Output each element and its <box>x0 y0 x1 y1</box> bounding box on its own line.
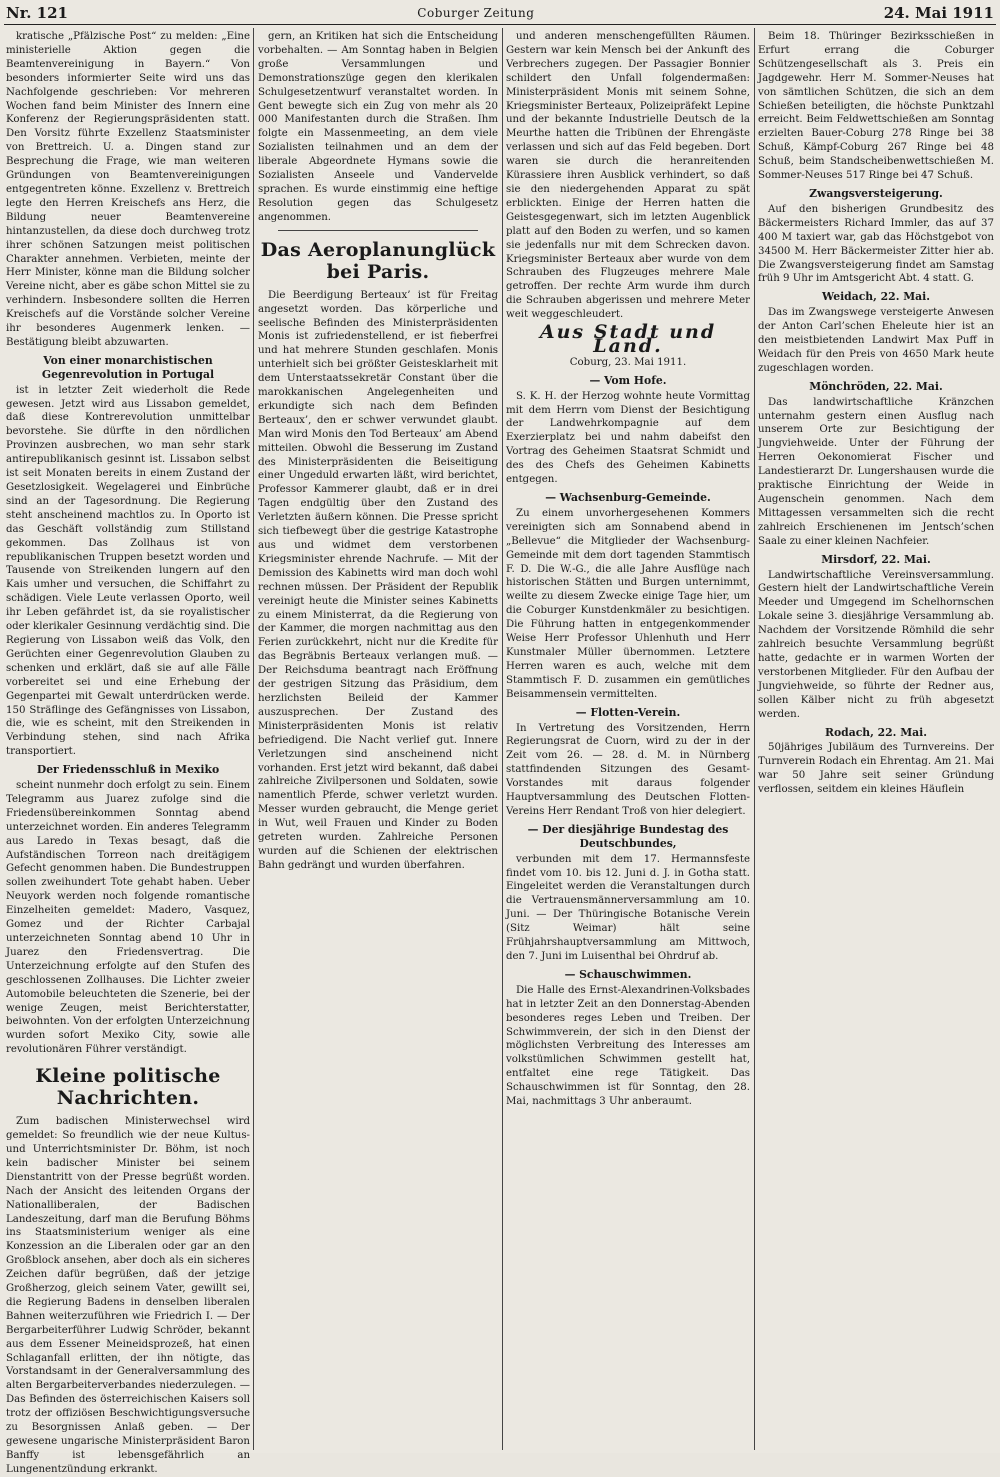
article-heading: Der Friedensschluß in Mexiko <box>36 763 220 777</box>
article-heading: — Flotten-Verein. <box>575 705 681 719</box>
column-divider <box>502 28 503 1450</box>
article-text: gern, an Kritiken hat sich die Entscheidung vorbehalten. — Am Sonntag haben in Belgien große Versammlungen und Demonstrationszüge gegen den klerikalen Schulgesetzentwurf veranstaltet worden. In Gent bewegte sich ein Zug von mehr als 20 000 Manifestanten durch die Straßen. Ihm folgte ein Massenmeeting, an dem viele Sozialisten teilnahmen und an dem der liberale Abgeordnete Hymans sowie die Sozialisten Anseele und Vandervelde sprachen. Es wurde einstimmig eine heftige Resolution gegen das Schulgesetz angenommen. <box>258 31 498 223</box>
section-headline: Das Aeroplanunglück bei Paris. <box>260 238 496 283</box>
column-divider <box>754 28 755 1450</box>
article-text: und anderen menschengefüllten Räumen. Gestern war kein Mensch bei der Ankunft des Verbrechers zugegen. Der Passagier Bonnier schildert den Unfall folgendermaßen: Ministerpräsident Monis mit seinem Sohne, Kriegsminister Berteaux, Polizeipräfekt Lepine und der bekannte Industrielle Deutsch de la Meurthe hatten die Tribünen der Ehrengäste verlassen und sich auf das Feld begeben. Dort waren sie durch die heranreitenden Kürassiere ihren Ausblick verhindert, so daß sie den niedergehenden Apparat zu spät erblickten. Einige der Herren hatten die Geistesgegenwart, sich im letzten Augenblick platt auf den Boden zu werfen, und so kamen sie jedenfalls nur mit dem Schrecken davon. Kriegsminister Berteaux aber wurde von dem Schrauben des Flugzeuges mehrere Male getroffen. Der rechte Arm wurde ihm durch die Schrauben abgerissen und mehrere Meter weit weggeschleudert. <box>506 31 750 321</box>
article-text: verbunden mit dem 17. Hermannsfeste findet vom 10. bis 12. Juni d. J. in Gotha statt. Eingeleitet werden die Veranstaltungen durch die Vertrauensmännerversammlung am 10. Juni. — Der Thüringische Botanische Verein (Sitz Weimar) hält seine Frühjahrshauptversammlung am Mittwoch, den 7. Juni im Luisenthal bei Ohrdruf ab. <box>506 853 750 962</box>
column-3 <box>506 30 750 1448</box>
article-heading: — Wachsenburg-Gemeinde. <box>545 491 711 504</box>
column-2 <box>258 30 498 1448</box>
column-1 <box>6 30 250 1475</box>
column-4 <box>758 30 994 1448</box>
article-heading: Von einer monarchistischen Gegenrevolution in Portugal <box>41 353 215 381</box>
dateline: Coburg, 23. Mai 1911. <box>569 356 687 368</box>
article-heading: Mirsdorf, 22. Mai. <box>821 552 931 566</box>
article-text: Auf den bisherigen Grundbesitz des Bäckermeisters Richard Immler, das auf 37 400 M taxiert war, gab das Höchstgebot von 34500 M. Herr Bäckermeister Zitter hier ab. Die Zwangsversteigerung findet am Samstag früh 9 Uhr im Amtsgericht Abt. 4 statt. G. <box>758 203 994 285</box>
article-heading: Weidach, 22. Mai. <box>821 290 931 304</box>
page-header <box>6 2 994 24</box>
article-heading: Mönchröden, 22. Mai. <box>809 379 943 393</box>
article-text: S. K. H. der Herzog wohnte heute Vormittag mit dem Herrn vom Dienst der Besichtigung der Landwehrkompagnie auf dem Exerzierplatz bei und nahm dabeifst den Vortrag des Geheimen Staatsrat Schmidt und des des Chefs des Geheimen Kabinetts entgegen. <box>506 390 750 486</box>
article-text: Die Beerdigung Berteaux’ ist für Freitag angesetzt worden. Das körperliche und seelische Befinden des Ministerpräsidenten Monis ist zufriedenstellend, er ist fieberfrei und hat mehrere Stunden geschlafen. Monis unterhielt sich bei größter Geistesklarheit mit dem Unterstaatssekretär Constant über die marokkanischen Angelegenheiten und erkundigte sich nach dem Befinden Berteaux’, den er schwer verwundet glaubt. Man wird Monis den Tod Berteaux’ am Abend mitteilen. Obwohl die Besserung im Zustand des Ministerpräsidenten die Beiseitigung einer Ungeduld erwarten läßt, wird berichtet, Professor Kammerer glaubt, daß er in drei Tagen endgültig über den Zustand des Verletzten äußern können. Die Presse spricht sich tiefbewegt über die gestrige Katastrophe aus und widmet dem verstorbenen Kriegsminister ehrende Nachrufe. — Mit der Demission des Kabinetts wird man doch wohl rechnen müssen. Der Präsident der Republik vereinigt heute die Minister seines Kabinetts zu einem Ministerrat, da die Regierung von der Kammer, die morgen nachmittag aus den Ferien zurückkehrt, nicht nur die Kredite für das Begräbnis Berteaux verlangen muß. — Der Reichsduma beantragt nach Eröffnung der gestrigen Sitzung das Präsidium, dem herzlichsten Beileid der Kammer auszusprechen. Der Zustand des Ministerpräsidenten Monis ist relativ befriedigend. Die Nacht verlief gut. Innere Verletzungen sind anscheinend nicht vorhanden. Erst jetzt wird bekannt, daß dabei zahlreiche Zivilpersonen und Soldaten, sowie namentlich Pferde, schwer verletzt wurden. Messer wurden gebraucht, die Menge geriet in Wut, weil Frauen und Kinder zu Boden getreten wurden. Zahlreiche Personen wurden auf die Schienen der elektrischen Bahn gedrängt und wurden überfahren. <box>258 289 498 871</box>
article-text: Landwirtschaftliche Vereinsversammlung. Gestern hielt der Landwirtschaftliche Verein Meeder und Umgegend im Schelhornschen Lokale seine 3. diesjährige Versammlung ab. Nachdem der Vorsitzende Römhild die sehr zahlreich besuchte Versammlung begrüßt hatte, gedachte er in warmen Worten der verstorbenen Mitglieder. Für den Aufbau der Jungviehweide, so führte der Redner aus, sollen Kälber nicht zu früh abgesetzt werden. <box>758 569 994 720</box>
article-text: Das landwirtschaftliche Kränzchen unternahm gestern einen Ausflug nach unserem Orte zur Besichtigung der Jungviehweide. Unter der Führung der Herren Oekonomierat Fischer und Landestierarzt Dr. Lungershausen wurde die praktische Einrichtung der Weide in Augenschein genommen. Nach dem Mittagessen versammelten sich die recht zahlreich Erschienenen im Jentsch’schen Saale zu einer kleinen Nachfeier. <box>758 396 994 547</box>
header-rule <box>4 24 996 25</box>
article-text: ist in letzter Zeit wiederholt die Rede gewesen. Jetzt wird aus Lissabon gemeldet, daß diese Kontrerevolution unmittelbar bevorstehe. Sie dürfte in den nördlichen Provinzen ausbrechen, wo man sehr stark antirepublikanisch gesinnt ist. Lissabon selbst ist seit Monaten bereits in einem Zustand der Gesetzlosigkeit. Wegelagerei und Einbrüche sind an der Tagesordnung. Die Regierung steht anscheinend machtlos zu. In Oporto ist das Geschäft vollständig zum Stillstand gekommen. Das Zollhaus ist von republikanischen Truppen besetzt worden und Tausende von Streikenden lungern auf den Kais umher und versuchen, die Schiffahrt zu schädigen. Viele Leute verlassen Oporto, weil ihr Leben gefährdet ist, da sie royalistischer oder klerikaler Gesinnung verdächtig sind. Die Regierung von Lissabon weiß das Volk, den Gerüchten einer Gegenrevolution Glauben zu schenken und erklärt, daß sie auf alle Fälle vorbereitet sei und eine Erhebung der Gegenpartei mit Gewalt unterdrücken werde. 150 Sträflinge des Gefängnisses von Lissabon, die, wie es scheint, mit den Streikenden in Verbindung stehen, sind nach Afrika transportiert. <box>6 384 250 758</box>
newspaper-title: Coburger Zeitung <box>417 6 535 20</box>
article-heading: — Vom Hofe. <box>589 373 667 387</box>
issue-number: Nr. 121 <box>6 4 68 22</box>
article-text: kratische „Pfälzische Post“ zu melden: „Eine ministerielle Aktion gegen die Beamtenvereinigung in Bayern.“ Von besonders informierter Seite wird uns das Nachfolgende geschrieben: Vor mehreren Wochen fand beim Minister des Innern eine Konferenz der Regierungspräsidenten statt. Den Vorsitz führte Exzellenz Staatsminister von Brettreich. U. a. Dingen stand zur Besprechung die Frage, wie man weiteren Gründungen von Beamtenvereinigungen entgegentreten könne. Exzellenz v. Brettreich legte den Herren Kreischefs ans Herz, die Bildung neuer Beamtenvereine hintanzustellen, da diese doch durchweg trotz ihrer schönen Satzungen meist politischen Charakter annehmen. Verbieten, meinte der Herr Minister, könne man die Bildung solcher Vereine nicht, aber es gäbe schon Mittel sie zu verhindern. Insbesondere sollten die Herren Kreischefs auf die Vorstände solcher Vereine ihr besonderes Augenmerk lenken. — Bestätigung bleibt abzuwarten. <box>6 31 250 348</box>
article-heading: Zwangsversteigerung. <box>809 186 943 200</box>
section-headline: Kleine politische Nachrichten. <box>35 1065 221 1110</box>
article-text: Die Halle des Ernst-Alexandrinen-Volksbades hat in letzter Zeit an den Donnerstag-Abenden besonderes reges Leben und Treiben. Der Schwimmverein, der sich in den Dienst der möglichsten Verbreitung des Interesses am volkstümlichen Schwimmen gestellt hat, entfaltet eine rege Tätigkeit. Das Schauschwimmen ist für Sonntag, den 28. Mai, nachmittags 3 Uhr anberaumt. <box>506 984 750 1108</box>
article-text: Zum badischen Ministerwechsel wird gemeldet: So freundlich wie der neue Kultus- und Unterrichtsminister Dr. Böhm, ist noch kein badischer Minister bei seinem Dienstantritt von der Presse begrüßt worden. Nach der Ansicht des leitenden Organs der Nationalliberalen, der Badischen Landeszeitung, darf man die Berufung Böhms ins Staatsministerium weniger als eine Konzession an die Liberalen oder gar an den Großblock ansehen, aber doch als ein sicheres Zeichen dafür begrüßen, daß der jetzige Großherzog, gleich seinem Vater, gewillt sei, die Regierung Badens in denselben liberalen Bahnen weiterzuführen wie Friedrich I. — Der Bergarbeiterführer Ludwig Schröder, bekannt aus dem Essener Meineidsprozeß, hat einen Schlaganfall erlitten, der ihn nötigte, das Vorstandsamt in der Generalversammlung des alten Bergarbeiterverbandes niederzulegen. — Das Befinden des österreichischen Kaisers soll trotz der offiziösen Beschwichtigungsversuche zu Besorgnissen Anlaß geben. — Der gewesene ungarische Ministerpräsident Baron Banffy ist lebensgefährlich an Lungenentzündung erkrankt. <box>6 1116 250 1475</box>
article-heading: — Schauschwimmen. <box>564 967 692 981</box>
section-headline: Aus Stadt und Land. <box>539 321 717 357</box>
column-divider <box>253 28 254 1450</box>
article-text: Zu einem unvorhergesehenen Kommers vereinigten sich am Sonnabend abend in „Bellevue“ die Mitglieder der Wachsenburg-Gemeinde mit dem dort tagenden Stammtisch F. D. Die W.-G., die alle Jahre Ausflüge nach historischen Stätten und Burgen unternimmt, weilte zu diesem Zwecke einige Tage hier, um die Coburger Kunstdenkmäler zu besichtigen. Die Führung hatten in entgegenkommender Weise Herr Professor Uhlenhuth und Herr Kunstmaler Müller übernommen. Letztere Herren waren es auch, welche mit dem Stammtisch F. D. zusammen ein gemütliches Beisammensein vermittelten. <box>506 507 750 700</box>
article-text: Beim 18. Thüringer Bezirksschießen in Erfurt errang die Coburger Schützengesellschaft als 3. Preis ein Jagdgewehr. Herr M. Sommer-Neuses hat von sämtlichen Schützen, die sich an dem Schießen beteiligten, die höchste Punktzahl erreicht. Beim Feldwettschießen am Sonntag erzielten Bauer-Coburg 278 Ringe bei 38 Schuß, Kämpf-Coburg 267 Ringe bei 48 Schuß, beim Standscheibenwettschießen M. Sommer-Neuses 517 Ringe bei 47 Schuß. <box>758 31 994 182</box>
article-text: scheint nunmehr doch erfolgt zu sein. Einem Telegramm aus Juarez zufolge sind die Friedensübereinkommen Sonntag abend unterzeichnet worden. Ein anderes Telegramm aus Laredo in Texas besagt, daß die Aufständischen Torreon nach dreitägigem Gefecht genommen haben. Die Bundestruppen sollen zweihundert Tote gehabt haben. Ueber Neuyork werden noch folgende romantische Einzelheiten gemeldet: Madero, Vasquez, Gomez und der Richter Carbajal unterzeichneten Sonntag abend 10 Uhr in Juarez den Friedensvertrag. Die Unterzeichnung erfolgte auf den Stufen des geschlossenen Zollhauses. Die Lichter zweier Automobile beleuchteten die Szenerie, bei der wenige Zeugen, meist Berichterstatter, beiwohnten. Von der erfolgten Unterzeichnung wurden sofort Mexiko City, sowie alle revolutionären Führer verständigt. <box>6 780 250 1056</box>
article-text: In Vertretung des Vorsitzenden, Herrn Regierungsrat de Cuorn, wird zu der in der Zeit vom 26. — 28. d. M. in Nürnberg stattfindenden Sitzungen des Gesamt-Vorstandes mit daraus folgender Hauptversammlung des Deutschen Flotten-Vereins Herr Rendant Troß von hier delegiert. <box>506 722 750 817</box>
issue-date: 24. Mai 1911 <box>883 4 994 22</box>
article-heading: Rodach, 22. Mai. <box>824 725 927 739</box>
article-text: 50jähriges Jubiläum des Turnvereins. Der Turnverein Rodach ein Ehrentag. Am 21. Mai war 50 Jahre seit seiner Gründung verflossen, seitdem ein kleines Häuflein <box>758 742 994 796</box>
divider <box>278 230 478 231</box>
article-heading: — Der diesjährige Bundestag des Deutschbundes, <box>527 822 729 850</box>
article-text: Das im Zwangswege versteigerte Anwesen der Anton Carl’schen Eheleute hier ist an den meistbietenden Landwirt Max Puff in Weidach für den Preis von 4650 Mark heute zugeschlagen worden. <box>758 307 994 374</box>
